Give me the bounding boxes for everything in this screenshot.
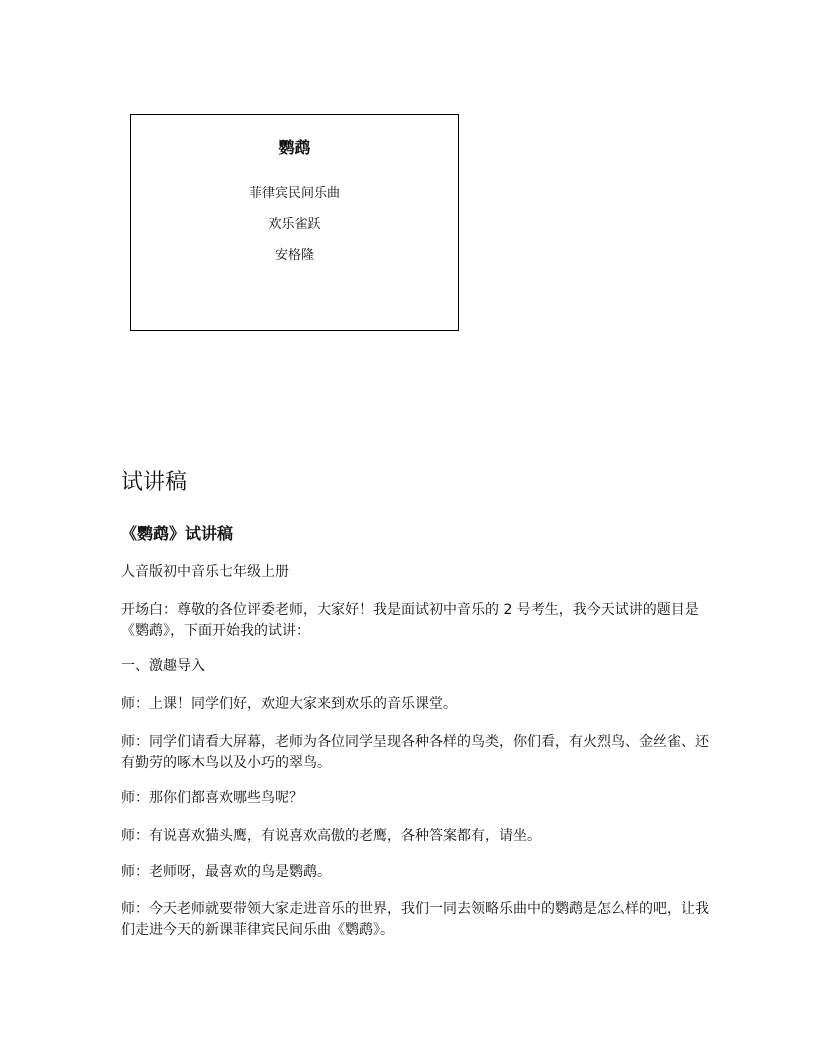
document-title: 试讲稿 bbox=[121, 470, 188, 495]
textbook-info: 人音版初中音乐七年级上册 bbox=[121, 564, 289, 580]
opening-paragraph: 开场白：尊敬的各位评委老师，大家好！我是面试初中音乐的 2 号考生，我今天试讲的题目是《鹦鹉》，下面开始我的试讲： bbox=[121, 602, 699, 639]
cover-author: 安格隆 bbox=[274, 248, 314, 263]
cover-title: 鹦鹉 bbox=[278, 138, 311, 157]
paragraph: 师：同学们请看大屏幕，老师为各位同学呈现各种各样的鸟类，你们看，有火烈鸟、金丝雀、还有勤劳的啄木鸟以及小巧的翠鸟。 bbox=[121, 734, 709, 771]
cover-box bbox=[130, 114, 459, 331]
paragraph: 师：今天老师就要带领大家走进音乐的世界，我们一同去领略乐曲中的鹦鹉是怎么样的吧，让我们走进今天的新课菲律宾民间乐曲《鹦鹉》。 bbox=[121, 901, 709, 938]
paragraph: 师：上课！同学们好，欢迎大家来到欢乐的音乐课堂。 bbox=[121, 696, 457, 712]
document-subtitle: 《鹦鹉》试讲稿 bbox=[121, 524, 234, 543]
paragraph: 师：有说喜欢猫头鹰，有说喜欢高傲的老鹰，各种答案都有，请坐。 bbox=[121, 828, 541, 844]
paragraph: 师：那你们都喜欢哪些鸟呢？ bbox=[121, 790, 303, 806]
cover-origin: 菲律宾民间乐曲 bbox=[248, 186, 340, 201]
paragraph: 师：老师呀，最喜欢的鸟是鹦鹉。 bbox=[121, 864, 331, 880]
section-heading: 一、激趣导入 bbox=[121, 658, 205, 674]
cover-mood: 欢乐雀跃 bbox=[268, 217, 321, 232]
